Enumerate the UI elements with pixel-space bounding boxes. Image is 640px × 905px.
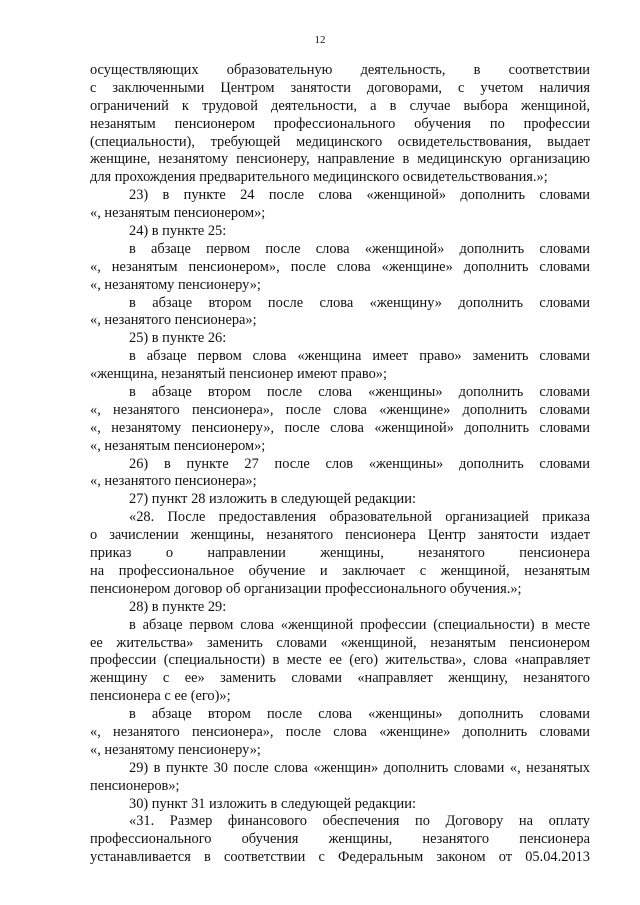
text-line: «, незанятому пенсионеру», после слова «женщиной» дополнить словами — [90, 419, 590, 436]
text-line: (специальности), требующей медицинского освидетельствования, выдает — [90, 133, 590, 150]
text-line: 24) в пункте 25: — [129, 223, 227, 240]
text-line: «31. Размер финансового обеспечения по Договору на оплату — [129, 813, 590, 830]
text-line: в абзаце первом после слова «женщиной» дополнить словами — [129, 240, 590, 257]
text-line: «, незанятым пенсионером»; — [90, 437, 266, 454]
text-line: пенсионеров»; — [90, 777, 180, 794]
text-line: 25) в пункте 26: — [129, 330, 227, 347]
text-line: осуществляющих образовательную деятельность, в соответствии — [90, 62, 590, 78]
text-line: «, незанятого пенсионера»; — [90, 473, 257, 490]
text-line: пенсионером договор об организации профессионального обучения.»; — [90, 580, 522, 597]
text-line: «, незанятого пенсионера»; — [90, 312, 257, 329]
text-line: «женщина, незанятый пенсионер имеют право»; — [90, 366, 387, 383]
text-line: 28) в пункте 29: — [129, 598, 227, 615]
text-line: «28. После предоставления образовательной организацией приказа — [129, 509, 590, 526]
text-line: профессионального обучения женщины, незанятого пенсионера — [90, 831, 590, 848]
document-body — [90, 62, 590, 867]
text-line: женщине, незанятому пенсионеру, направление в медицинскую организацию — [90, 151, 590, 168]
text-line: в абзаце первом слова «женщина имеет право» заменить словами — [129, 348, 590, 365]
text-line: «, незанятого пенсионера», после слова «женщине» дополнить словами — [90, 401, 590, 418]
text-line: «, незанятому пенсионеру»; — [90, 276, 261, 293]
text-line: в абзаце втором после слова «женщину» дополнить словами — [129, 294, 590, 311]
text-line: «, незанятого пенсионера», после слова «женщине» дополнить словами — [90, 723, 590, 740]
text-line: «, незанятому пенсионеру»; — [90, 741, 261, 758]
text-line: устанавливается в соответствии с Федеральным законом от 05.04.2013 — [90, 849, 590, 866]
text-line: 29) в пункте 30 после слова «женщин» дополнить словами «, незанятых — [129, 759, 590, 776]
text-line: 30) пункт 31 изложить в следующей редакции: — [129, 795, 416, 812]
text-line: 26) в пункте 27 после слов «женщины» дополнить словами — [129, 455, 590, 472]
text-line: 27) пункт 28 изложить в следующей редакции: — [129, 491, 416, 508]
text-line: с заключенными Центром занятости договорами, с учетом наличия — [90, 79, 590, 96]
text-line: на профессиональное обучение и заключает с женщиной, незанятым — [90, 562, 590, 579]
text-line: для прохождения предварительного медицинского освидетельствования.»; — [90, 169, 548, 186]
text-line: незанятым пенсионером профессионального обучения по профессии — [90, 115, 590, 132]
text-line: женщину с ее» заменить словами «направляет женщину, незанятого — [90, 670, 590, 687]
text-line: пенсионера с ее (его)»; — [90, 688, 231, 705]
text-line: приказ о направлении женщины, незанятого пенсионера — [90, 545, 590, 562]
text-line: «, незанятым пенсионером», после слова «женщине» дополнить словами — [90, 258, 590, 275]
text-line: профессии (специальности) в месте ее (его) жительства», слова «направляет — [90, 652, 590, 669]
text-line: «, незанятым пенсионером»; — [90, 205, 266, 222]
page-number: 12 — [314, 34, 326, 46]
text-line: о зачислении женщины, незанятого пенсионера Центр занятости издает — [90, 527, 590, 544]
text-line: в абзаце первом слова «женщиной профессии (специальности) в месте — [129, 616, 590, 633]
text-line: 23) в пункте 24 после слова «женщиной» дополнить словами — [129, 187, 590, 204]
text-line: ее жительства» заменить словами «женщиной, незанятым пенсионером — [90, 634, 590, 651]
text-line: в абзаце втором после слова «женщины» дополнить словами — [129, 706, 590, 723]
text-line: ограничений к трудовой деятельности, а в случае выбора женщиной, — [90, 97, 590, 114]
text-line: в абзаце втором после слова «женщины» дополнить словами — [129, 384, 590, 401]
